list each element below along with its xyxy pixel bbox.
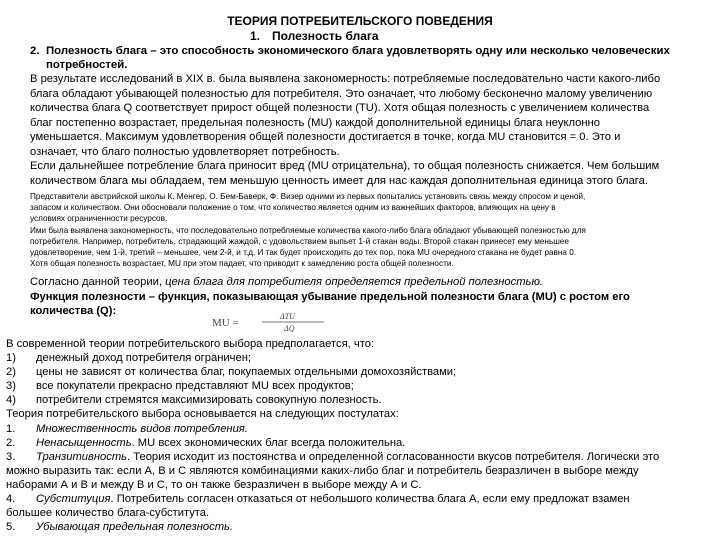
- theory-plain: Согласно данной теории,: [30, 276, 166, 288]
- formula-numerator: ΔTU: [280, 312, 295, 321]
- theory-statement: [30, 275, 714, 319]
- postulate-continuation: можно выразить так: если А, В и С являются комбинациями каких-либо благ и потребитель безразличен в выборе между: [6, 464, 639, 477]
- text-line: означает, что благо полностью удовлетворяет потребность.: [30, 145, 340, 158]
- postulate-continuation: большее количество блага-субститута.: [6, 507, 210, 520]
- text-line: благ постепенно возрастает, предельная полезность (MU) каждой дополнительной единицы блага неуклонно: [30, 116, 600, 129]
- postulates-intro: Теория потребительского выбора основывается на следующих постулатах:: [6, 408, 399, 421]
- text-line: уменьшается. Максимум удовлетворения общей полезности достигается в точке, когда MU становится = 0. Это и: [30, 131, 621, 143]
- utility-function-line-1: Функция полезности – функция, показывающая убывание предельной полезности блага (MU) с ростом его: [30, 290, 630, 303]
- text-line: Если дальнейшее потребление блага приносит вред (MU отрицательна), то общая полезность снижается. Чем большим: [30, 160, 660, 172]
- formula-lhs: MU =: [212, 317, 239, 329]
- section-title: Полезность блага: [272, 29, 379, 43]
- postulate-item: 3. Транзитивность. Теория исходит из постоянства и определенной согласованности вкусов потребителя. Логически это: [6, 450, 660, 463]
- section-heading: [250, 29, 379, 43]
- text-line: количеством блага мы обладаем, тем меньшую ценность имеет для нас каждая дополнительная единица этого блага.: [30, 174, 648, 187]
- postulate-item: 5. Убывающая предельная полезность.: [6, 521, 234, 534]
- definition-point-2: [30, 44, 710, 72]
- assumption-item: 4) потребители стремятся максимизировать совокупную полезность.: [6, 394, 382, 407]
- utility-function-line-2: количества (Q):: [30, 305, 117, 317]
- text-line: В результате исследований в XIX в. была выявлена закономерность: потребляемые последовательно части какого-либо: [30, 73, 661, 85]
- paragraph-marginal-utility: [30, 72, 714, 188]
- assumption-item: 3) все покупатели прекрасно представляют MU всех продуктов;: [6, 380, 354, 393]
- formula-denominator: ΔQ: [284, 324, 295, 332]
- section-number: 1.: [250, 29, 261, 43]
- small-print-austrian-school: [30, 191, 714, 269]
- text-line: количества блага Q соответствует прирост общей полезности (TU). Хотя общая полезность с увеличением количества: [30, 102, 650, 114]
- assumption-item: 1) денежный доход потребителя ограничен;: [6, 352, 251, 365]
- point-number: 2.: [30, 45, 40, 57]
- consumer-choice-section: [6, 337, 714, 534]
- postulate-continuation: наборами А и В и между В и С, то он также безразличен в выборе между А и С.: [6, 478, 422, 491]
- theory-italic: цена блага для потребителя определяется предельной полезностью.: [165, 276, 543, 288]
- small-text-line: запасом и количеством. Они обосновали положение о том, что количество является одним из важнейших факторов, влияющих на цену в: [30, 203, 556, 213]
- small-text-line: Представители австрийской школы К. Менгер, О. Бем-Баверк, Ф. Визер одними из первых попытались установить связь между спросом и ценой,: [30, 192, 586, 201]
- page-title: ТЕОРИЯ ПОТРЕБИТЕЛЬСКОГО ПОВЕДЕНИЯ: [227, 14, 493, 28]
- marginal-utility-formula: [212, 312, 332, 332]
- small-text-line: условиях ограниченности ресурсов.: [30, 214, 168, 224]
- small-text-line: потребителя. Например, потребитель, страдающий жаждой, с удовольствием выпьет 1-й стакан воды. Второй стакан принесет ему меньшее: [30, 236, 569, 246]
- small-text-line: удовлетворение, чем 1-й, третий – меньшее, чем 2-й, и т.д. И так будет происходить до тех пор, пока MU очередного стакана не будет равна 0.: [30, 248, 577, 258]
- definition-line-2: потребностей.: [46, 59, 128, 71]
- postulate-item: 1. Множественность видов потребления.: [6, 422, 248, 435]
- assumption-item: 2) цены не зависят от количества благ, покупаемых отдельными домохозяйствами;: [6, 366, 457, 379]
- postulate-item: 4. Субституция. Потребитель согласен отказаться от небольшого количества блага А, если ему предложат взамен: [6, 493, 630, 506]
- definition-line-1: Полезность блага – это способность экономического блага удовлетворять одну или несколько человеческих: [46, 45, 670, 57]
- assumptions-intro: В современной теории потребительского выбора предполагается, что:: [6, 338, 375, 350]
- text-line: блага обладают убывающей полезностью для потребителя. Это означает, что любому бесконечно малому увеличению: [30, 87, 653, 100]
- postulate-item: 2. Ненасыщенность. MU всех экономических благ всегда положительна.: [6, 436, 406, 449]
- small-text-line: Хотя общая полезность возрастает, MU при этом падает, что приводит к замедлению роста общей полезности.: [30, 259, 454, 269]
- small-text-line: Ими была выявлена закономерность, что последовательно потребляемые количества какого-либо блага обладают убывающей полезностью для: [30, 225, 586, 235]
